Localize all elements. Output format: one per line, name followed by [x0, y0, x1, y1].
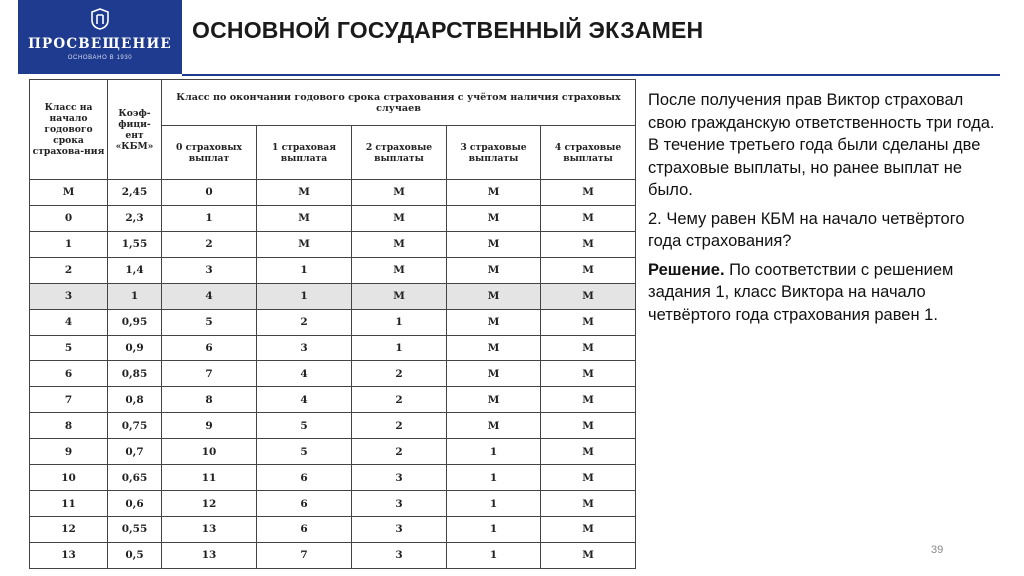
table-cell: 6 [162, 335, 257, 361]
kbm-table [29, 79, 636, 569]
table-cell: М [541, 335, 636, 361]
table-cell: М [541, 231, 636, 257]
table-row [30, 283, 636, 309]
table-cell: 1 [447, 491, 541, 517]
sub-header-1: 1 страховая выплата [257, 126, 352, 180]
table-cell: 2,3 [108, 205, 162, 231]
header-class: Класс на начало годового срока страхова-ния [30, 80, 108, 180]
table-cell: 6 [257, 465, 352, 491]
table-cell: 1 [108, 283, 162, 309]
table-cell: М [352, 231, 447, 257]
table-cell: М [352, 257, 447, 283]
table-cell: М [541, 205, 636, 231]
table-cell: 7 [30, 387, 108, 413]
table-cell: 8 [30, 413, 108, 439]
table-cell: 2 [352, 361, 447, 387]
kbm-table-body [30, 180, 636, 569]
table-cell: 0,8 [108, 387, 162, 413]
sub-header-2: 2 страховые выплаты [352, 126, 447, 180]
table-row [30, 231, 636, 257]
header-end-class-group: Класс по окончании годового срока страхования с учётом наличия страховых случаев [162, 80, 636, 126]
table-cell: М [447, 180, 541, 206]
table-cell: 5 [162, 309, 257, 335]
table-cell: 3 [162, 257, 257, 283]
task-question: 2. Чему равен КБМ на начало четвёртого года страхования? [648, 209, 965, 250]
table-cell: 10 [162, 439, 257, 465]
table-cell: М [541, 257, 636, 283]
table-cell: М [541, 491, 636, 517]
table-cell: 4 [162, 283, 257, 309]
title-divider [182, 74, 1000, 76]
table-cell: 4 [257, 361, 352, 387]
table-row [30, 361, 636, 387]
table-cell: 6 [257, 516, 352, 542]
table-cell: 0,75 [108, 413, 162, 439]
table-cell: 2 [352, 387, 447, 413]
table-cell: 12 [162, 491, 257, 517]
table-row [30, 335, 636, 361]
table-row [30, 413, 636, 439]
table-cell: 3 [352, 491, 447, 517]
table-cell: М [447, 205, 541, 231]
table-cell: 10 [30, 465, 108, 491]
table-cell: 1 [257, 257, 352, 283]
table-cell: 6 [30, 361, 108, 387]
table-cell: М [352, 205, 447, 231]
table-cell: 3 [352, 465, 447, 491]
table-row [30, 205, 636, 231]
logo-since: ОСНОВАНО В 1930 [67, 55, 133, 61]
table-cell: 4 [30, 309, 108, 335]
table-cell: 2 [352, 413, 447, 439]
table-cell: М [257, 231, 352, 257]
table-cell: 0,85 [108, 361, 162, 387]
table-cell: 1 [447, 542, 541, 568]
table-cell: 0,9 [108, 335, 162, 361]
table-cell: 1 [447, 439, 541, 465]
table-cell: 2 [162, 231, 257, 257]
table-cell: 1 [352, 335, 447, 361]
logo-name: ПРОСВЕЩЕНИЕ [28, 36, 172, 52]
table-cell: 4 [257, 387, 352, 413]
table-cell: 6 [257, 491, 352, 517]
table-row [30, 180, 636, 206]
table-cell: М [541, 180, 636, 206]
table-cell: 7 [257, 542, 352, 568]
sub-header-0: 0 страховых выплат [162, 126, 257, 180]
table-cell: 11 [162, 465, 257, 491]
table-cell: 1 [30, 231, 108, 257]
task-solution [648, 259, 1000, 327]
table-cell: 12 [30, 516, 108, 542]
table-cell: 1,55 [108, 231, 162, 257]
table-row [30, 257, 636, 283]
table-cell: 0,55 [108, 516, 162, 542]
page-number: 39 [931, 544, 944, 556]
header-kbm: Коэф-фици-ент «КБМ» [108, 80, 162, 180]
table-cell: 0 [162, 180, 257, 206]
table-row [30, 387, 636, 413]
table-cell: М [447, 413, 541, 439]
table-cell: 13 [30, 542, 108, 568]
table-cell: 11 [30, 491, 108, 517]
sub-header-4: 4 страховые выплаты [541, 126, 636, 180]
table-cell: М [447, 283, 541, 309]
table-cell: М [541, 465, 636, 491]
table-cell: М [352, 180, 447, 206]
table-cell: 1 [257, 283, 352, 309]
table-cell: 1 [352, 309, 447, 335]
table-cell: 3 [352, 516, 447, 542]
table-cell: М [541, 309, 636, 335]
table-row [30, 516, 636, 542]
table-cell: М [541, 516, 636, 542]
table-cell: М [541, 542, 636, 568]
table-cell: М [541, 361, 636, 387]
table-cell: М [257, 205, 352, 231]
table-cell: 1 [447, 465, 541, 491]
table-row [30, 491, 636, 517]
table-cell: 5 [30, 335, 108, 361]
table-cell: М [30, 180, 108, 206]
table-cell: 3 [257, 335, 352, 361]
table-cell: 2,45 [108, 180, 162, 206]
table-cell: 9 [30, 439, 108, 465]
solution-label: Решение. [648, 260, 725, 279]
sub-header-3: 3 страховые выплаты [447, 126, 541, 180]
table-cell: 5 [257, 413, 352, 439]
table-row [30, 309, 636, 335]
table-cell: 0,65 [108, 465, 162, 491]
table-cell: М [447, 309, 541, 335]
table-cell: М [447, 387, 541, 413]
table-cell: М [447, 361, 541, 387]
table-cell: М [541, 413, 636, 439]
table-cell: М [257, 180, 352, 206]
table-cell: М [447, 231, 541, 257]
table-cell: 2 [352, 439, 447, 465]
task-condition: После получения прав Виктор страховал свою гражданскую ответственность три года. В течение третьего года были сделаны две страховые выплаты, но ранее выплат не было. [648, 91, 995, 199]
table-cell: М [447, 335, 541, 361]
table-cell: 7 [162, 361, 257, 387]
table-cell: 8 [162, 387, 257, 413]
solution-text: По соответствии с решением задания 1, класс Виктора на начало четвёртого года страхования равен 1. [648, 260, 954, 324]
table-cell: 3 [352, 542, 447, 568]
table-cell: М [541, 283, 636, 309]
kbm-table-container [29, 79, 635, 569]
table-cell: 2 [257, 309, 352, 335]
table-cell: М [447, 257, 541, 283]
prosveshchenie-emblem-icon [89, 8, 111, 30]
table-cell: 13 [162, 516, 257, 542]
table-cell: М [541, 439, 636, 465]
task-text [648, 89, 1000, 332]
table-row [30, 439, 636, 465]
table-cell: 3 [30, 283, 108, 309]
table-cell: 0 [30, 205, 108, 231]
table-cell: 1,4 [108, 257, 162, 283]
slide-title: ОСНОВНОЙ ГОСУДАРСТВЕННЫЙ ЭКЗАМЕН [192, 17, 704, 43]
logo [18, 0, 182, 74]
table-row [30, 542, 636, 568]
table-row [30, 465, 636, 491]
table-cell: 2 [30, 257, 108, 283]
table-cell: 0,5 [108, 542, 162, 568]
table-cell: 13 [162, 542, 257, 568]
table-cell: 5 [257, 439, 352, 465]
table-cell: М [541, 387, 636, 413]
table-cell: 0,7 [108, 439, 162, 465]
table-cell: 9 [162, 413, 257, 439]
table-cell: 0,6 [108, 491, 162, 517]
table-cell: 1 [447, 516, 541, 542]
table-cell: 1 [162, 205, 257, 231]
table-cell: М [352, 283, 447, 309]
table-cell: 0,95 [108, 309, 162, 335]
